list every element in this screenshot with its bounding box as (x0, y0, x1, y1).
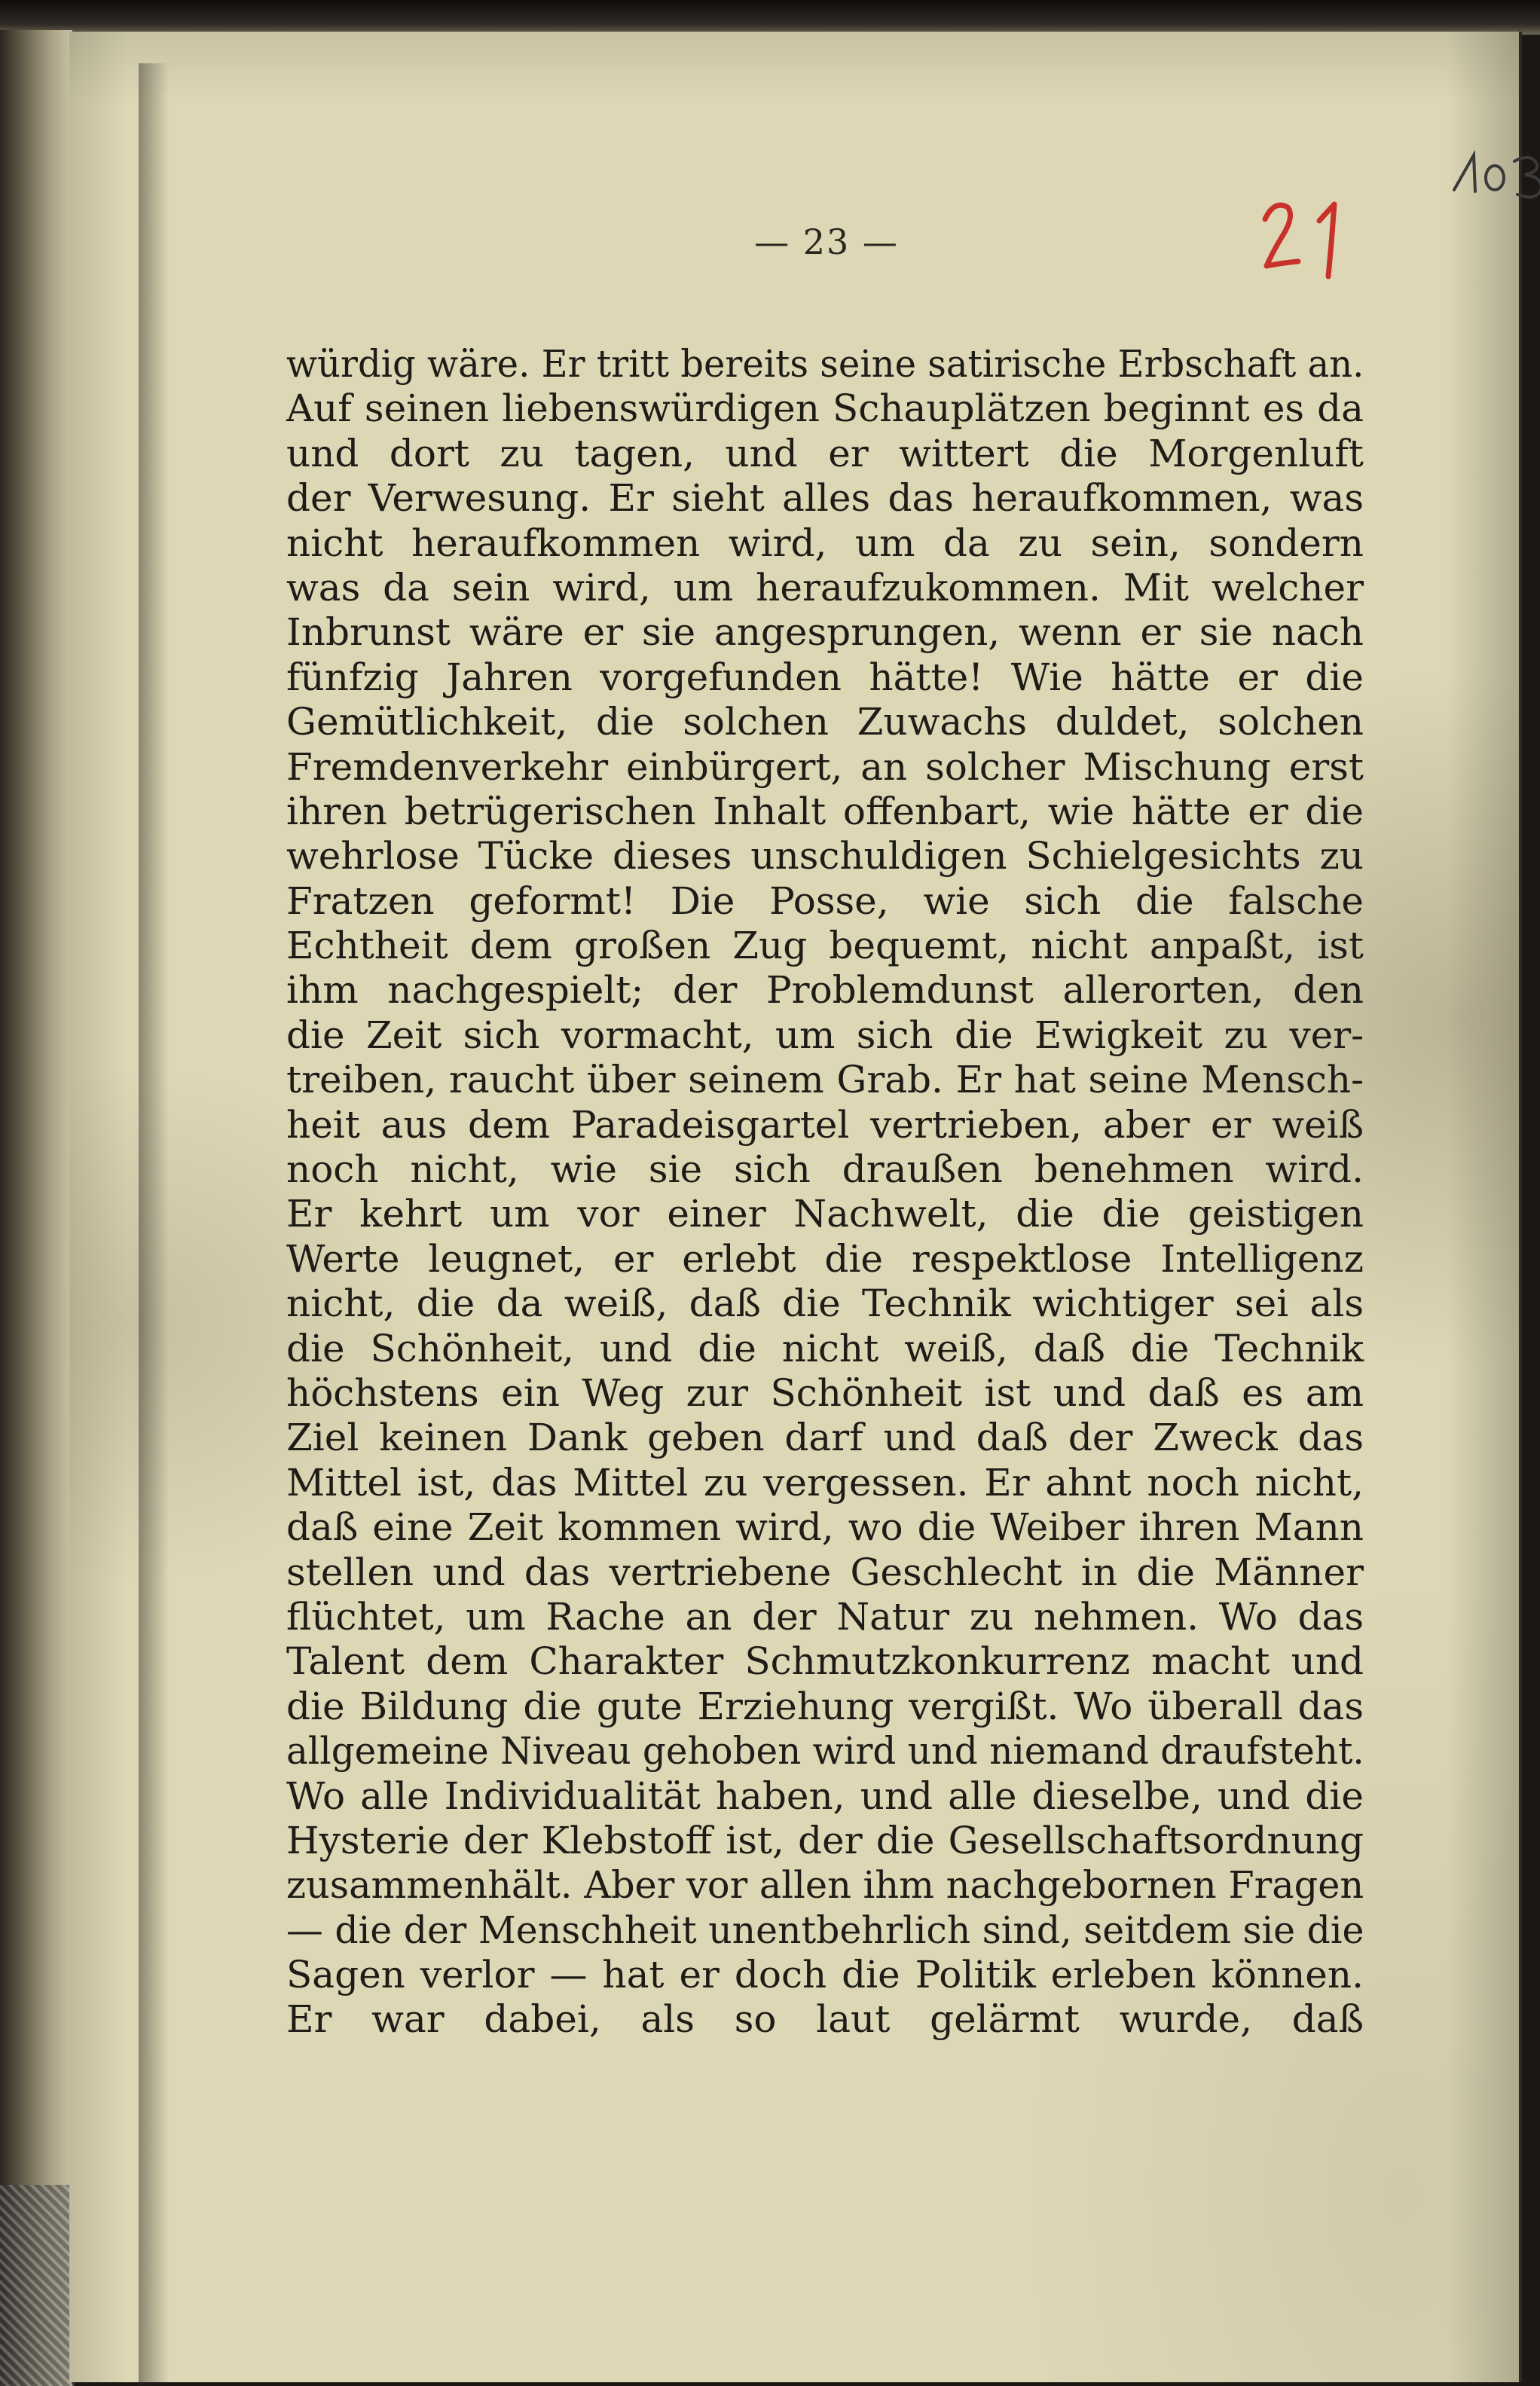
text-line: wehrlose Tücke dieses unschuldigen Schielgesichts zu (286, 834, 1364, 878)
text-line: allgemeine Niveau gehoben wird und niemand draufsteht. (286, 1729, 1364, 1773)
text-line: die Zeit sich vormacht, um sich die Ewigkeit zu ver- (286, 1013, 1364, 1057)
text-line: die Schönheit, und die nicht weiß, daß die Technik (286, 1326, 1364, 1370)
text-line: — die der Menschheit unentbehrlich sind, seitdem sie die (286, 1908, 1364, 1952)
text-line: Er war dabei, als so laut gelärmt wurde, daß (286, 1997, 1364, 2042)
text-line: Werte leugnet, er erlebt die respektlose Intelligenz (286, 1236, 1364, 1281)
text-line: treiben, raucht über seinem Grab. Er hat seine Mensch- (286, 1058, 1364, 1102)
text-line: Talent dem Charakter Schmutzkonkurrenz macht und (286, 1639, 1364, 1684)
text-line: zusammenhält. Aber vor allen ihm nachgebornen Fragen (286, 1863, 1364, 1908)
red-folio-annotation (1256, 194, 1361, 284)
text-line: fünfzig Jahren vorgefunden hätte! Wie hätte er die (286, 655, 1364, 699)
text-line: Fratzen geformt! Die Posse, wie sich die falsche (286, 878, 1364, 923)
text-line: Ziel keinen Dank geben darf und daß der Zweck das (286, 1416, 1364, 1460)
text-line: Hysterie der Klebstoff ist, der die Gesellschaftsordnung (286, 1818, 1364, 1862)
text-line: und dort zu tagen, und er wittert die Morgenluft (286, 431, 1364, 475)
pencil-folio-annotation (1448, 145, 1540, 205)
text-line: die Bildung die gute Erziehung vergißt. Wo überall das (286, 1684, 1364, 1728)
text-line: Sagen verlor — hat er doch die Politik erleben können. (286, 1953, 1364, 1997)
text-line: nicht heraufkommen wird, um da zu sein, sondern (286, 521, 1364, 565)
spine-shadow (139, 63, 169, 2386)
text-line: Echtheit dem großen Zug bequemt, nicht anpaßt, ist (286, 924, 1364, 968)
text-line: stellen und das vertriebene Geschlecht in die Männer (286, 1550, 1364, 1594)
text-line: flüchtet, um Rache an der Natur zu nehmen. Wo das (286, 1594, 1364, 1639)
text-line: höchstens ein Weg zur Schönheit ist und daß es am (286, 1370, 1364, 1415)
text-line: was da sein wird, um heraufzukommen. Mit welcher (286, 565, 1364, 609)
text-line: Wo alle Individualität haben, und alle dieselbe, und die (286, 1773, 1364, 1818)
text-line: Er kehrt um vor einer Nachwelt, die die geistigen (286, 1192, 1364, 1236)
text-line: nicht, die da weiß, daß die Technik wichtiger sei als (286, 1282, 1364, 1326)
text-line: würdig wäre. Er tritt bereits seine satirische Erbschaft an. (286, 342, 1364, 386)
text-line: heit aus dem Paradeisgartel vertrieben, aber er weiß (286, 1102, 1364, 1147)
binding-cloth (0, 2185, 75, 2386)
text-line: der Verwesung. Er sieht alles das heraufkommen, was (286, 476, 1364, 521)
binding-edge (0, 30, 72, 2386)
text-line: noch nicht, wie sie sich draußen benehmen wird. (286, 1147, 1364, 1192)
text-line: Gemütlichkeit, die solchen Zuwachs duldet, solchen (286, 700, 1364, 744)
book-top-edge (0, 0, 1540, 35)
page-number: — 23 — (754, 221, 899, 262)
text-line: Inbrunst wäre er sie angesprungen, wenn er sie nach (286, 610, 1364, 655)
book-page (69, 32, 1522, 2382)
body-text (286, 342, 1364, 2042)
text-line: Mittel ist, das Mittel zu vergessen. Er ahnt noch nicht, (286, 1460, 1364, 1505)
text-line: Fremdenverkehr einbürgert, an solcher Mischung erst (286, 744, 1364, 789)
text-line: ihren betrügerischen Inhalt offenbart, wie hätte er die (286, 789, 1364, 833)
text-line: ihm nachgespielt; der Problemdunst allerorten, den (286, 968, 1364, 1013)
text-line: Auf seinen liebenswürdigen Schauplätzen beginnt es da (286, 386, 1364, 431)
text-line: daß eine Zeit kommen wird, wo die Weiber ihren Mann (286, 1505, 1364, 1550)
